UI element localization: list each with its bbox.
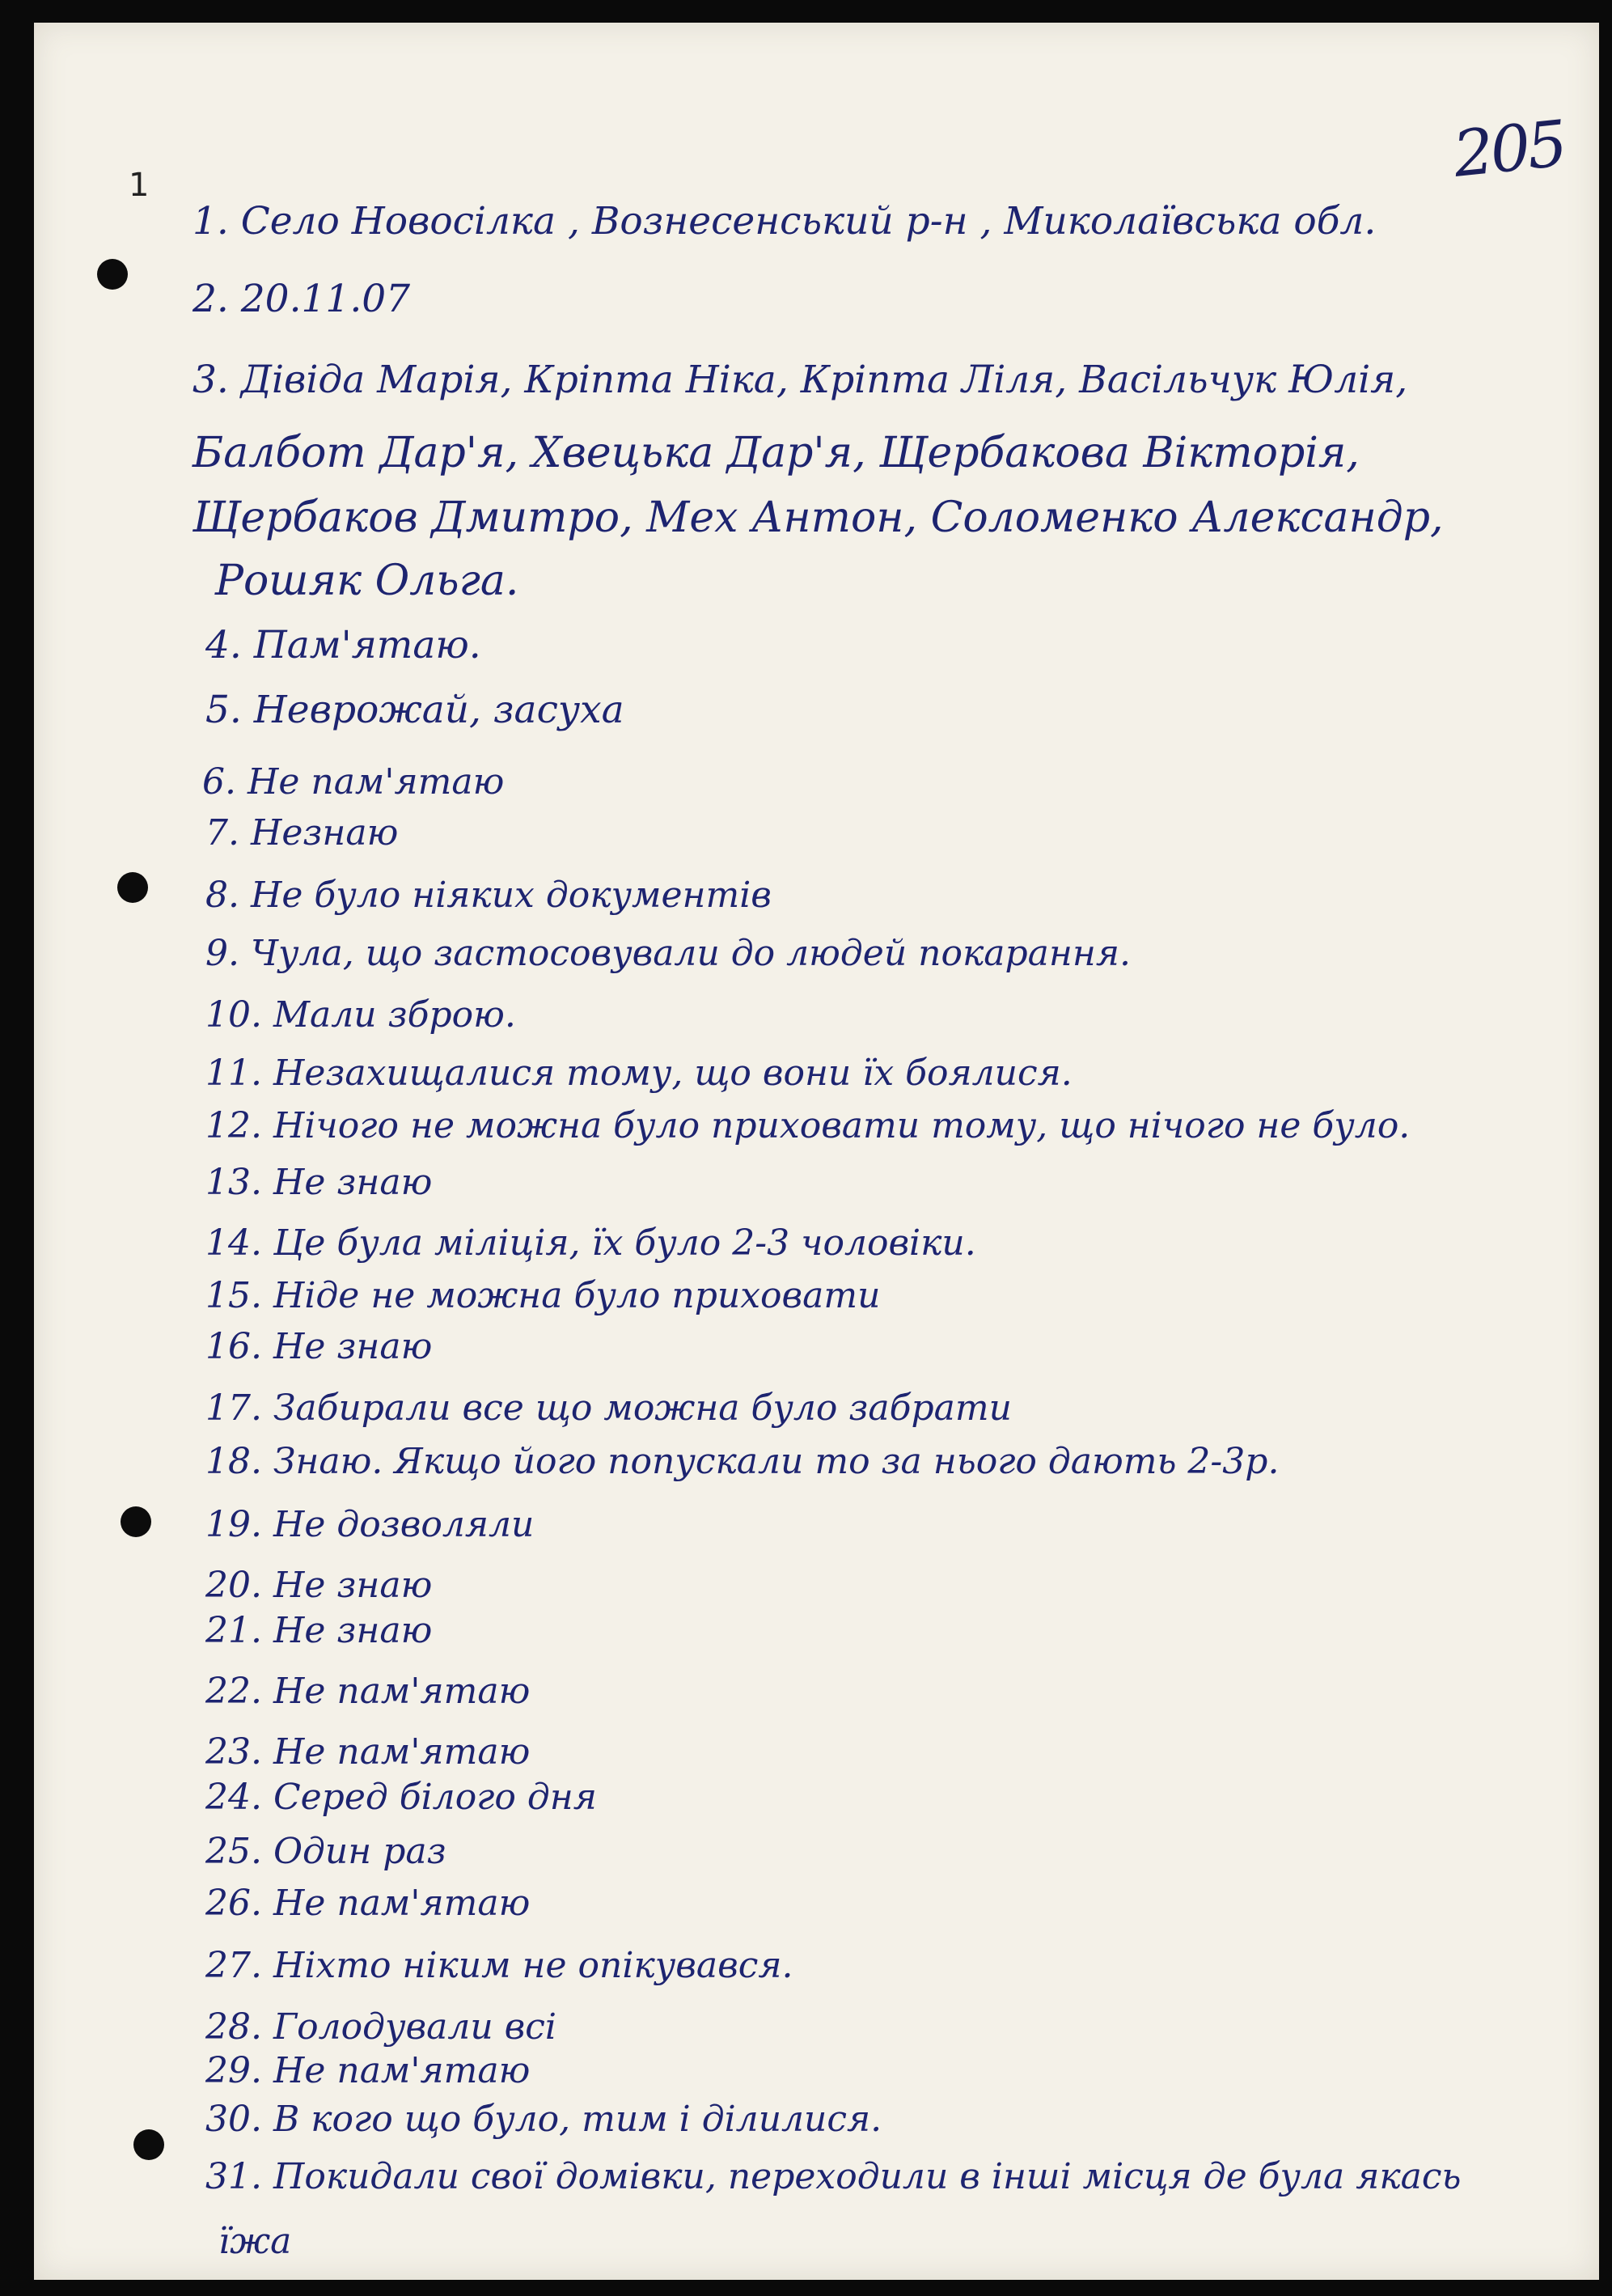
answer-line: 30. В кого що було, тим і ділилися. xyxy=(205,2099,882,2140)
page-number: 1 xyxy=(129,167,150,204)
answer-line: 20. Не знаю xyxy=(205,1565,433,1606)
punch-hole-upper-middle xyxy=(117,872,148,903)
answer-line: 17. Забирали все що можна було забрати xyxy=(205,1387,1012,1429)
answer-line: 8. Не було ніяких документів xyxy=(205,875,772,916)
answer-line: 28. Голодували всі xyxy=(205,2006,557,2048)
answer-line: 26. Не пам'ятаю xyxy=(205,1883,531,1924)
answer-line: 10. Мали зброю. xyxy=(205,994,516,1036)
punch-hole-top xyxy=(97,259,128,290)
answer-line: 11. Незахищалися тому, що вони їх боялися. xyxy=(205,1053,1073,1094)
punch-hole-bottom xyxy=(133,2129,164,2160)
answer-line: 13. Не знаю xyxy=(205,1162,433,1203)
answer-line: 24. Серед білого дня xyxy=(205,1777,597,1818)
answer-line: 12. Нічого не можна було приховати тому, що нічого не було. xyxy=(205,1105,1411,1146)
answer-line: 1. Село Новосілка , Вознесенський р-н , Миколаївська обл. xyxy=(193,199,1377,244)
answer-line: їжа xyxy=(218,2221,292,2262)
answer-line: Рошяк Ольга. xyxy=(215,557,519,605)
answer-line: 25. Один раз xyxy=(205,1831,446,1872)
answer-line: 9. Чула, що застосовували до людей покарання. xyxy=(205,933,1131,974)
answer-line: 16. Не знаю xyxy=(205,1326,433,1367)
answer-line: 19. Не дозволяли xyxy=(205,1504,535,1545)
answer-line: 18. Знаю. Якщо його попускали то за нього дають 2-3р. xyxy=(205,1441,1280,1482)
answer-line: 4. Пам'ятаю. xyxy=(205,623,481,667)
answer-line: 31. Покидали свої домівки, переходили в інші місця де була якась xyxy=(205,2156,1462,2197)
answer-line: 3. Дівіда Марія, Кріпта Ніка, Кріпта Ліля, Васільчук Юлія, xyxy=(193,358,1408,402)
document-page xyxy=(34,23,1599,2280)
answer-line: 21. Не знаю xyxy=(205,1610,433,1651)
punch-hole-lower-middle xyxy=(121,1506,151,1537)
answer-line: 29. Не пам'ятаю xyxy=(205,2050,531,2091)
answer-line: 2. 20.11.07 xyxy=(193,277,411,321)
answer-line: 27. Ніхто ніким не опікувався. xyxy=(205,1945,793,1986)
archive-page-number: 205 xyxy=(1449,108,1568,192)
answer-line: 23. Не пам'ятаю xyxy=(205,1731,531,1773)
answer-line: Щербаков Дмитро, Мех Антон, Соломенко Александр, xyxy=(193,494,1444,542)
answer-line: Балбот Дар'я, Хвецька Дар'я, Щербакова Вікторія, xyxy=(193,429,1360,477)
answer-line: 5. Неврожай, засуха xyxy=(205,688,624,732)
answer-line: 15. Ніде не можна було приховати xyxy=(205,1275,881,1316)
answer-line: 22. Не пам'ятаю xyxy=(205,1671,531,1712)
answer-line: 6. Не пам'ятаю xyxy=(202,761,505,803)
answer-line: 14. Це була міліція, їх було 2-3 чоловіки. xyxy=(205,1222,976,1264)
answer-line: 7. Незнаю xyxy=(205,812,399,854)
